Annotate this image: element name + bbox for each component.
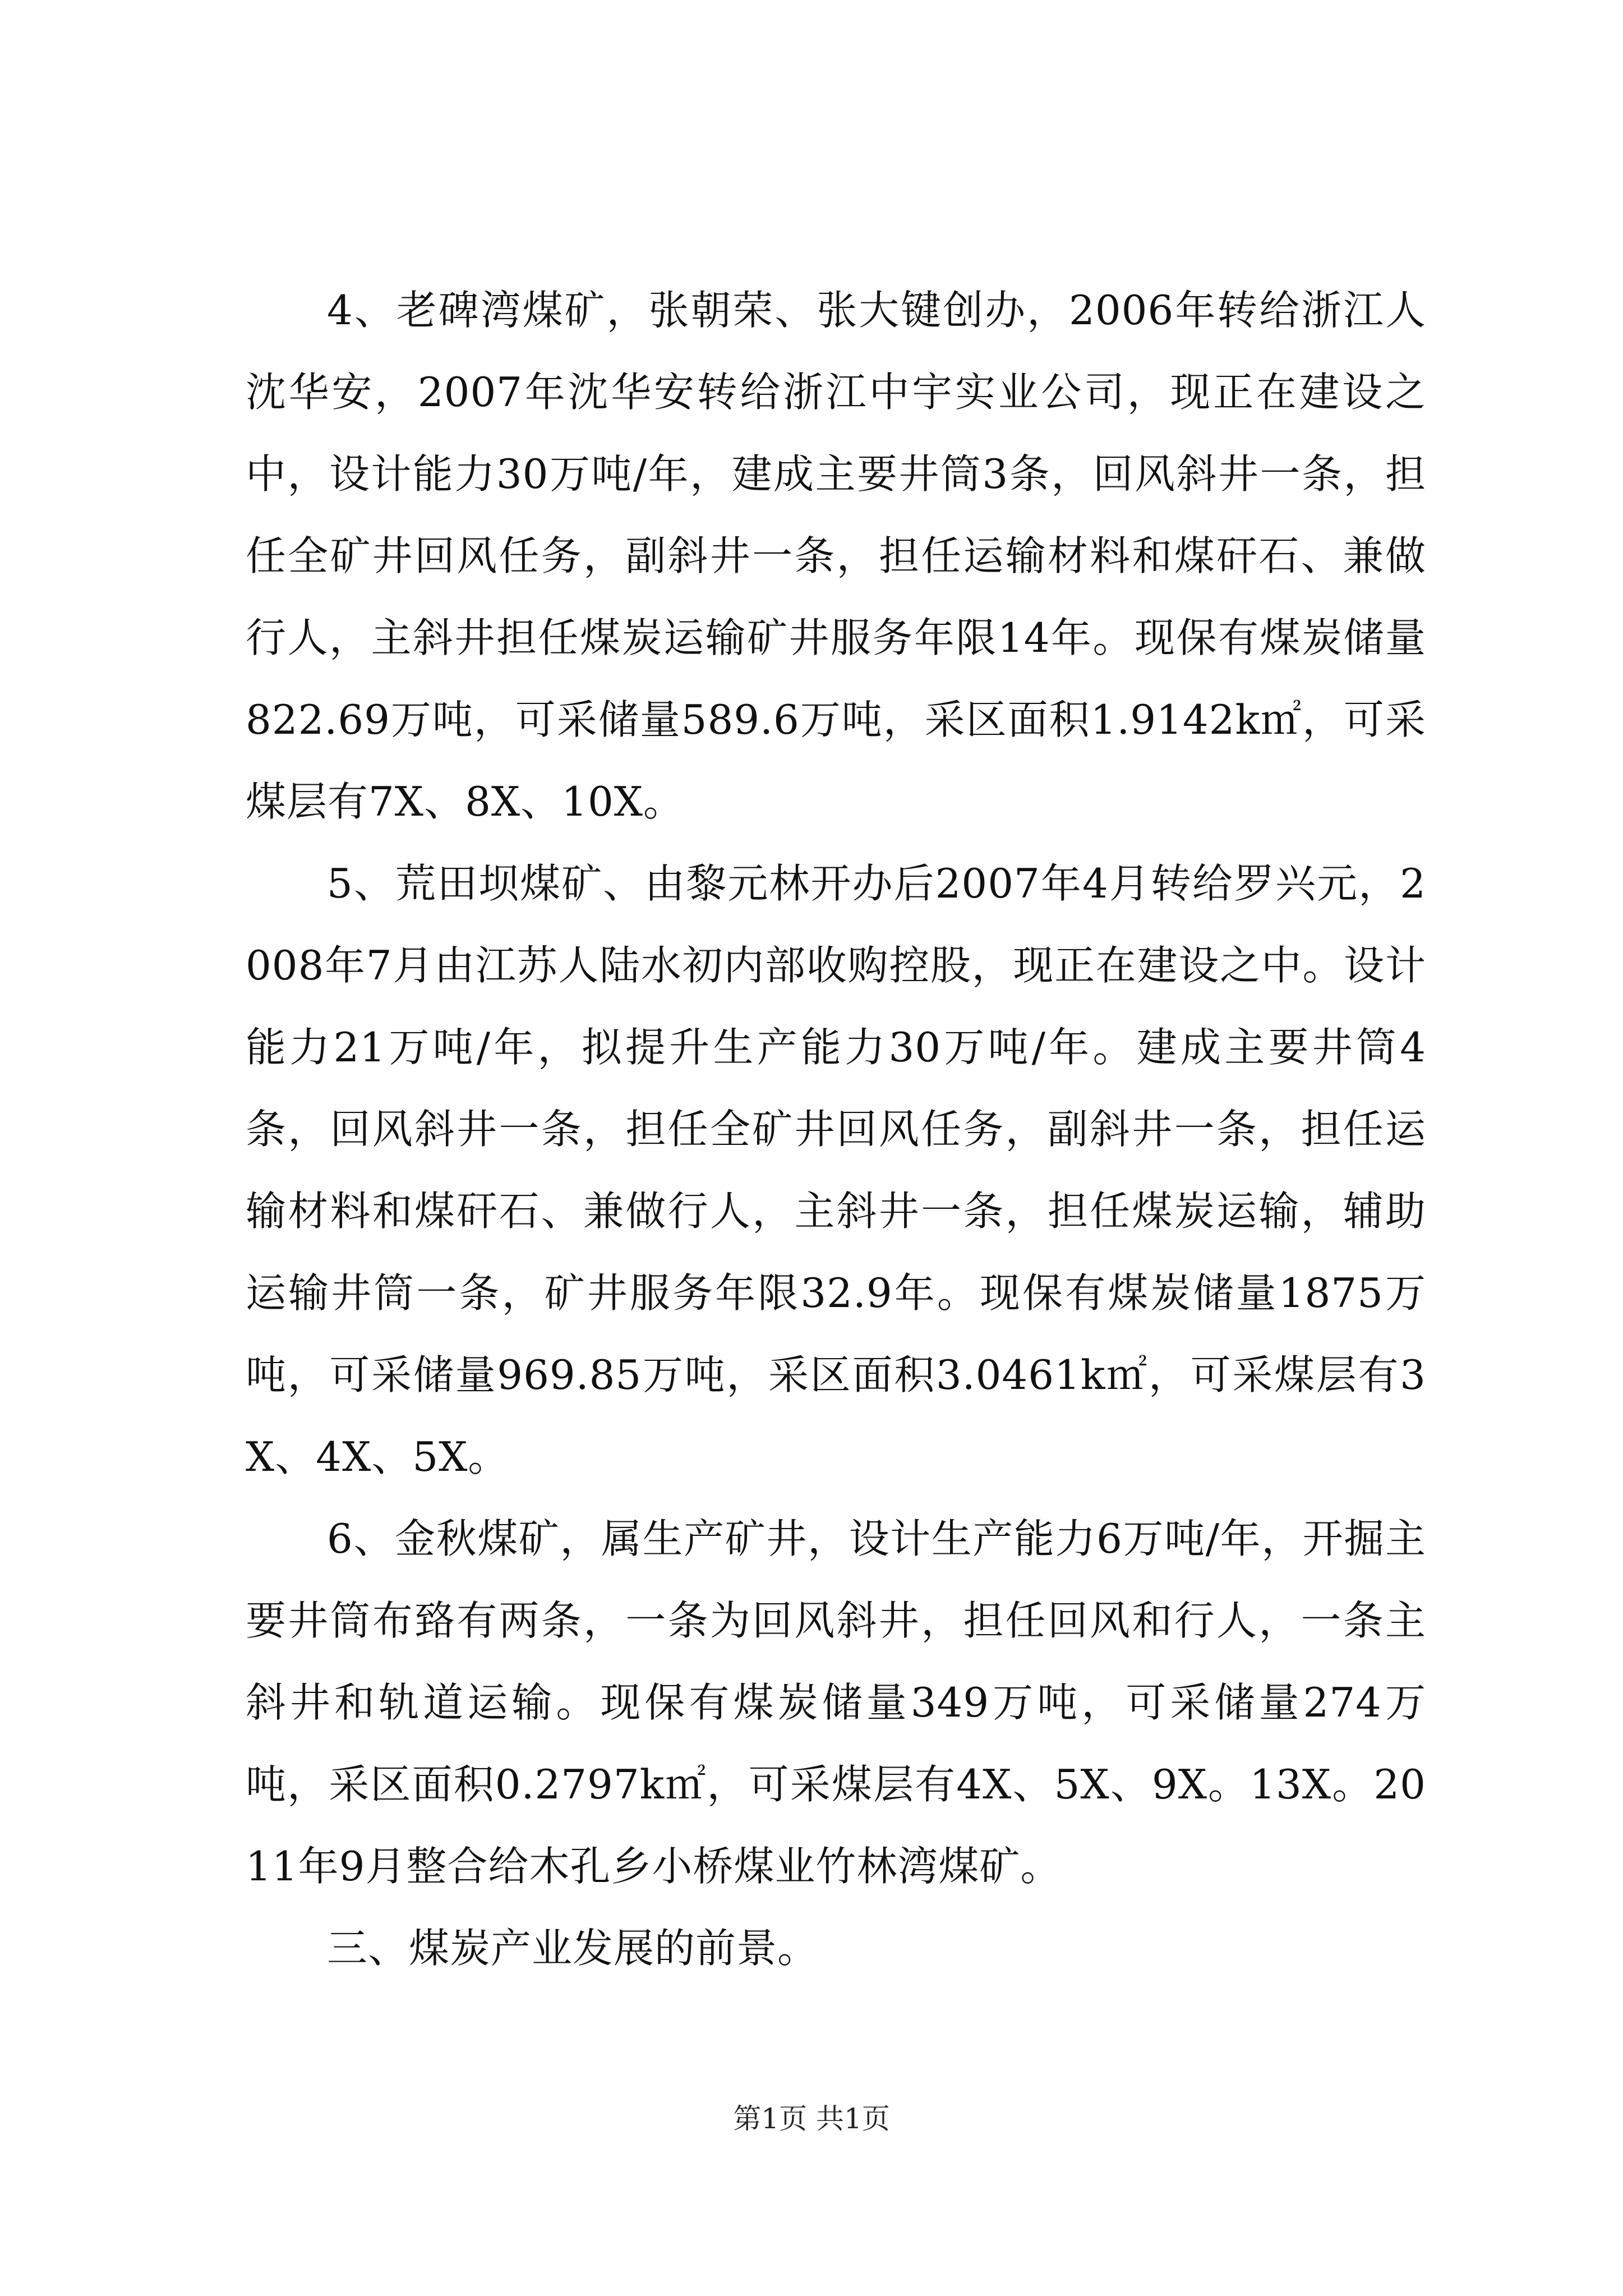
section-heading-prospects: 三、煤炭产业发展的前景。 [327,1925,819,1972]
paragraph-laobeiwan-mine: 4、老碑湾煤矿，张朝荣、张大键创办，2006年转给浙江人沈华安，2007年沈华安转给浙江中宇实业公司，现正在建设之中，设计能力30万吨/年，建成主要井筒3条，回风斜井一条，担任全矿井回风任务，副斜井一条，担任运输材料和煤矸石、兼做行人，主斜井担任煤炭运输矿井服务年限14年。现保有煤炭储量822.69万吨，可采储量589.6万吨，采区面积1.9142k㎡，可采煤层有7X、8X、10X。 [246,287,1426,825]
page-number-footer: 第1页 共1页 [733,2102,890,2135]
document-body [246,269,1426,1989]
paragraph-huangtianba-mine: 5、荒田坝煤矿、由黎元林开办后2007年4月转给罗兴元，2008年7月由江苏人陆水初内部收购控股，现正在建设之中。设计能力21万吨/年，拟提升生产能力30万吨/年。建成主要井筒4条，回风斜井一条，担任全矿井回风任务，副斜井一条，担任运输材料和煤矸石、兼做行人，主斜井一条，担任煤炭运输，辅助运输井筒一条，矿井服务年限32.9年。现保有煤炭储量1875万吨，可采储量969.85万吨，采区面积3.0461k㎡，可采煤层有3X、4X、5X。 [246,860,1426,1480]
paragraph-jinqiu-mine: 6、金秋煤矿，属生产矿井，设计生产能力6万吨/年，开掘主要井筒布臵有两条，一条为回风斜井，担任回风和行人，一条主斜井和轨道运输。现保有煤炭储量349万吨，可采储量274万吨，采区面积0.2797k㎡，可采煤层有4X、5X、9X。13X。2011年9月整合给木孔乡小桥煤业竹林湾煤矿。 [246,1515,1426,1890]
